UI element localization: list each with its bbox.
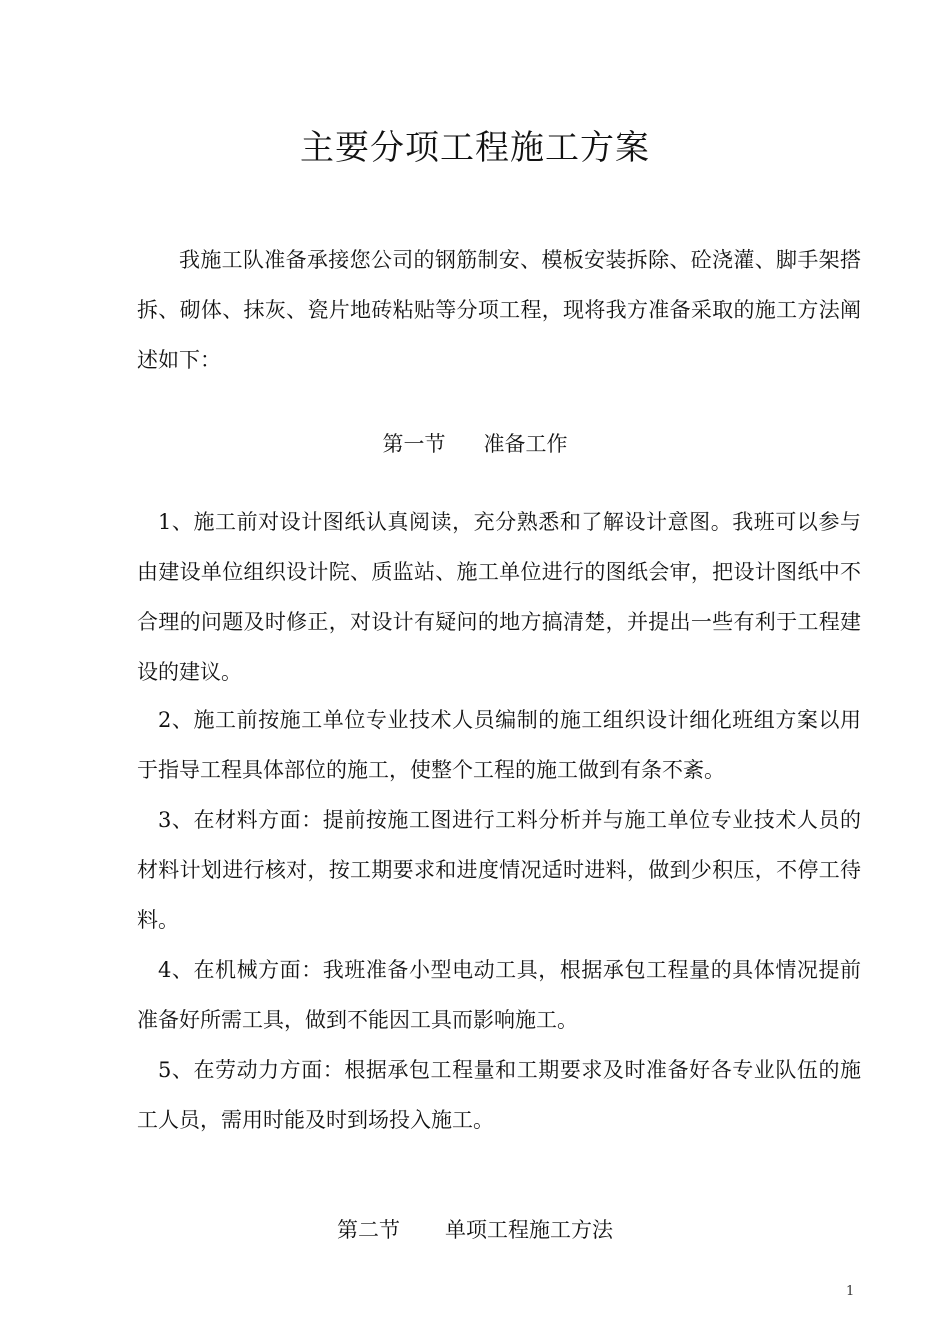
list-item: 2、施工前按施工单位专业技术人员编制的施工组织设计细化班组方案以用于指导工程具体部位的施工，使整个工程的施工做到有条不紊。 xyxy=(137,708,861,782)
section-2-number: 第二节 xyxy=(337,1218,400,1242)
page-number: 1 xyxy=(846,1284,855,1299)
intro-paragraph: 我施工队准备承接您公司的钢筋制安、模板安装拆除、砼浇灌、脚手架搭拆、砌体、抹灰、瓷片地砖粘贴等分项工程，现将我方准备采取的施工方法阐述如下： xyxy=(137,248,861,372)
list-item: 5、在劳动力方面：根据承包工程量和工期要求及时准备好各专业队伍的施工人员，需用时能及时到场投入施工。 xyxy=(137,1058,861,1132)
list-item: 4、在机械方面：我班准备小型电动工具，根据承包工程量的具体情况提前准备好所需工具，做到不能因工具而影响施工。 xyxy=(137,958,861,1032)
section-1-number: 第一节 xyxy=(382,432,446,456)
section-2-title: 单项工程施工方法 xyxy=(445,1218,613,1242)
section-1-title: 准备工作 xyxy=(483,432,568,456)
list-item: 1、施工前对设计图纸认真阅读，充分熟悉和了解设计意图。我班可以参与由建设单位组织设计院、质监站、施工单位进行的图纸会审，把设计图纸中不合理的问题及时修正，对设计有疑问的地方搞清楚，并提出一些有利于工程建设的建议。 xyxy=(137,510,861,684)
list-item: 3、在材料方面：提前按施工图进行工料分析并与施工单位专业技术人员的材料计划进行核对，按工期要求和进度情况适时进料，做到少积压，不停工待料。 xyxy=(137,808,861,932)
document-title: 主要分项工程施工方案 xyxy=(300,128,650,168)
section-2-heading xyxy=(0,1215,950,1245)
section-1-heading xyxy=(0,429,950,459)
